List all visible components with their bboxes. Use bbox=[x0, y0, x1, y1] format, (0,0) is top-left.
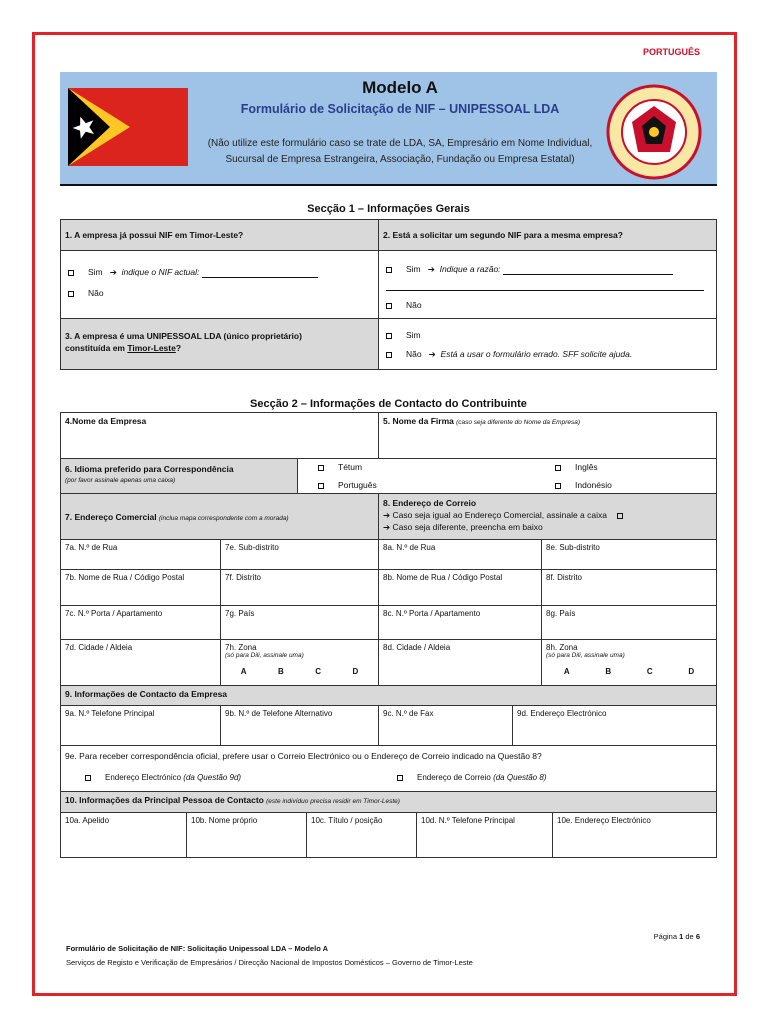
field-9c[interactable]: 9c. N.º de Fax bbox=[379, 706, 513, 746]
q2-sim-row: Sim ➔ Indique a razão: bbox=[386, 264, 673, 275]
field-7f[interactable]: 7f. Distrito bbox=[221, 570, 379, 606]
field-8a[interactable]: 8a. N.º de Rua bbox=[379, 540, 542, 570]
zone-7h-a[interactable]: A bbox=[240, 667, 247, 676]
q3-nao-row: Não ➔ Está a usar o formulário errado. SFF solicite ajuda. bbox=[386, 349, 632, 360]
field-10c[interactable]: 10c. Título / posição bbox=[307, 813, 417, 857]
field-7e[interactable]: 7e. Sub-distrito bbox=[221, 540, 379, 570]
field-9d[interactable]: 9d. Endereço Electrónico bbox=[513, 706, 716, 746]
field-8b[interactable]: 8b. Nome de Rua / Código Postal bbox=[379, 570, 542, 606]
field-4-company-name[interactable]: 4.Nome da Empresa bbox=[61, 413, 379, 459]
lang-ingles-checkbox[interactable] bbox=[555, 465, 561, 471]
zone-8h-a[interactable]: A bbox=[563, 667, 570, 676]
field-10-label: 10. Informações da Principal Pessoa de Contacto (este indivíduo precisa residir em Timor-Leste) bbox=[61, 792, 716, 813]
zone-8h-options bbox=[546, 667, 712, 676]
field-6-label: 6. Idioma preferido para Correspondência (por favor assinale apenas uma caixa) bbox=[61, 459, 298, 494]
q2-sim-checkbox[interactable] bbox=[386, 267, 392, 273]
form-subtitle: Formulário de Solicitação de NIF – UNIPESSOAL LDA bbox=[240, 102, 560, 116]
field-9-label: 9. Informações de Contacto da Empresa bbox=[61, 686, 716, 706]
zone-7h-d[interactable]: D bbox=[352, 667, 359, 676]
section-2-title: Secção 2 – Informações de Contacto do Contribuinte bbox=[250, 398, 527, 410]
footer-subtitle: Serviços de Registo e Verificação de Empresários / Direcção Nacional de Impostos Domésticos – Governo de Timor-Leste bbox=[66, 958, 473, 967]
field-9e: 9e. Para receber correspondência oficial, prefere usar o Correio Electrónico ou o Endereço de Correio indicado na Questão 8? Endereço Electrónico (da Questão 9d) Endereço de Correio (da Questão 8) bbox=[61, 746, 716, 792]
field-8d[interactable]: 8d. Cidade / Aldeia bbox=[379, 640, 542, 686]
field-10d[interactable]: 10d. N.º Telefone Principal bbox=[417, 813, 553, 857]
q2-reason-line-2 bbox=[386, 281, 704, 291]
field-9e-email-checkbox[interactable] bbox=[85, 775, 91, 781]
lang-indonesio-checkbox[interactable] bbox=[555, 483, 561, 489]
field-10a[interactable]: 10a. Apelido bbox=[61, 813, 187, 857]
q3-sim-checkbox[interactable] bbox=[386, 333, 392, 339]
timor-leste-flag-icon bbox=[68, 88, 188, 166]
q1-sim-row: Sim ➔ indique o NIF actual: bbox=[68, 267, 318, 278]
field-9b[interactable]: 9b. N.º de Telefone Alternativo bbox=[221, 706, 379, 746]
field-7d[interactable]: 7d. Cidade / Aldeia bbox=[61, 640, 221, 686]
field-5-firm-name[interactable]: 5. Nome da Firma (caso seja diferente do Nome da Empresa) bbox=[379, 413, 716, 459]
q3-sim-row: Sim bbox=[386, 330, 421, 340]
field-9a[interactable]: 9a. N.º Telefone Principal bbox=[61, 706, 221, 746]
section-1-table bbox=[60, 219, 717, 370]
question-3-line2: constituída em Timor-Leste? bbox=[65, 343, 182, 353]
zone-7h-b[interactable]: B bbox=[277, 667, 284, 676]
field-10b[interactable]: 10b. Nome próprio bbox=[187, 813, 307, 857]
question-2-label: 2. Está a solicitar um segundo NIF para a mesma empresa? bbox=[379, 220, 716, 251]
zone-7h-options bbox=[225, 667, 374, 676]
question-1-label: 1. A empresa já possui NIF em Timor-Leste? bbox=[61, 220, 379, 251]
field-7b[interactable]: 7b. Nome de Rua / Código Postal bbox=[61, 570, 221, 606]
q2-nao-row: Não bbox=[386, 300, 422, 310]
field-7a[interactable]: 7a. N.º de Rua bbox=[61, 540, 221, 570]
field-8-same-checkbox[interactable] bbox=[617, 513, 623, 519]
field-7g[interactable]: 7g. País bbox=[221, 606, 379, 640]
zone-8h-c[interactable]: C bbox=[646, 667, 653, 676]
field-8f[interactable]: 8f. Distrito bbox=[542, 570, 716, 606]
field-8h: 8h. Zona (só para Dili, assinale uma) A B C D bbox=[542, 640, 716, 686]
field-7c[interactable]: 7c. N.º Porta / Apartamento bbox=[61, 606, 221, 640]
q1-nif-input[interactable] bbox=[202, 269, 318, 278]
lang-indonesio-option: Indonésio bbox=[555, 480, 612, 490]
q1-nao-checkbox[interactable] bbox=[68, 291, 74, 297]
q1-nao-row: Não bbox=[68, 288, 104, 298]
field-9e-option-mail: Endereço de Correio (da Questão 8) bbox=[397, 773, 546, 782]
q2-reason-input[interactable] bbox=[503, 266, 673, 275]
national-seal-icon bbox=[604, 82, 704, 182]
q2-nao-checkbox[interactable] bbox=[386, 303, 392, 309]
question-3-answers bbox=[379, 319, 716, 369]
form-title: Modelo A bbox=[362, 78, 438, 97]
field-9e-option-email: Endereço Electrónico (da Questão 9d) bbox=[85, 773, 241, 782]
language-label: PORTUGUÊS bbox=[642, 47, 700, 57]
form-note: (Não utilize este formulário caso se trate de LDA, SA, Empresário em Nome Individual, Sucursal de Empresa Estrangeira, Associação, Fundação ou Empresa Estatal) bbox=[207, 138, 593, 165]
question-3-label bbox=[61, 319, 379, 369]
lang-portugues-option: Português bbox=[318, 480, 377, 490]
footer-title: Formulário de Solicitação de NIF: Solicitação Unipessoal LDA – Modelo A bbox=[66, 944, 328, 953]
question-3-line1: 3. A empresa é uma UNIPESSOAL LDA (único proprietário) bbox=[65, 331, 302, 341]
field-8-label: 8. Endereço de Correio ➔ Caso seja igual ao Endereço Comercial, assinale a caixa ➔ Caso seja diferente, preencha em baixo bbox=[379, 494, 716, 540]
field-7-label: 7. Endereço Comercial (inclua mapa correspondente com a morada) bbox=[61, 494, 379, 540]
field-7h: 7h. Zona (só para Dili, assinale uma) A B C D bbox=[221, 640, 379, 686]
section-2-table bbox=[60, 412, 717, 858]
lang-tetum-checkbox[interactable] bbox=[318, 465, 324, 471]
section-1-title: Secção 1 – Informações Gerais bbox=[307, 203, 470, 215]
field-8g[interactable]: 8g. País bbox=[542, 606, 716, 640]
field-9e-mail-checkbox[interactable] bbox=[397, 775, 403, 781]
page-number: Página 1 de 6 bbox=[653, 932, 700, 941]
field-10e[interactable]: 10e. Endereço Electrónico bbox=[557, 816, 651, 825]
lang-portugues-checkbox[interactable] bbox=[318, 483, 324, 489]
field-8c[interactable]: 8c. N.º Porta / Apartamento bbox=[379, 606, 542, 640]
zone-8h-d[interactable]: D bbox=[688, 667, 695, 676]
question-1-answers bbox=[61, 251, 379, 319]
q2-reason-input-line2[interactable] bbox=[386, 282, 704, 291]
zone-7h-c[interactable]: C bbox=[315, 667, 322, 676]
q1-sim-checkbox[interactable] bbox=[68, 270, 74, 276]
field-8e[interactable]: 8e. Sub-distrito bbox=[542, 540, 716, 570]
zone-8h-b[interactable]: B bbox=[605, 667, 612, 676]
lang-tetum-option: Tétum bbox=[318, 462, 362, 472]
q3-nao-checkbox[interactable] bbox=[386, 352, 392, 358]
lang-ingles-option: Inglês bbox=[555, 462, 598, 472]
